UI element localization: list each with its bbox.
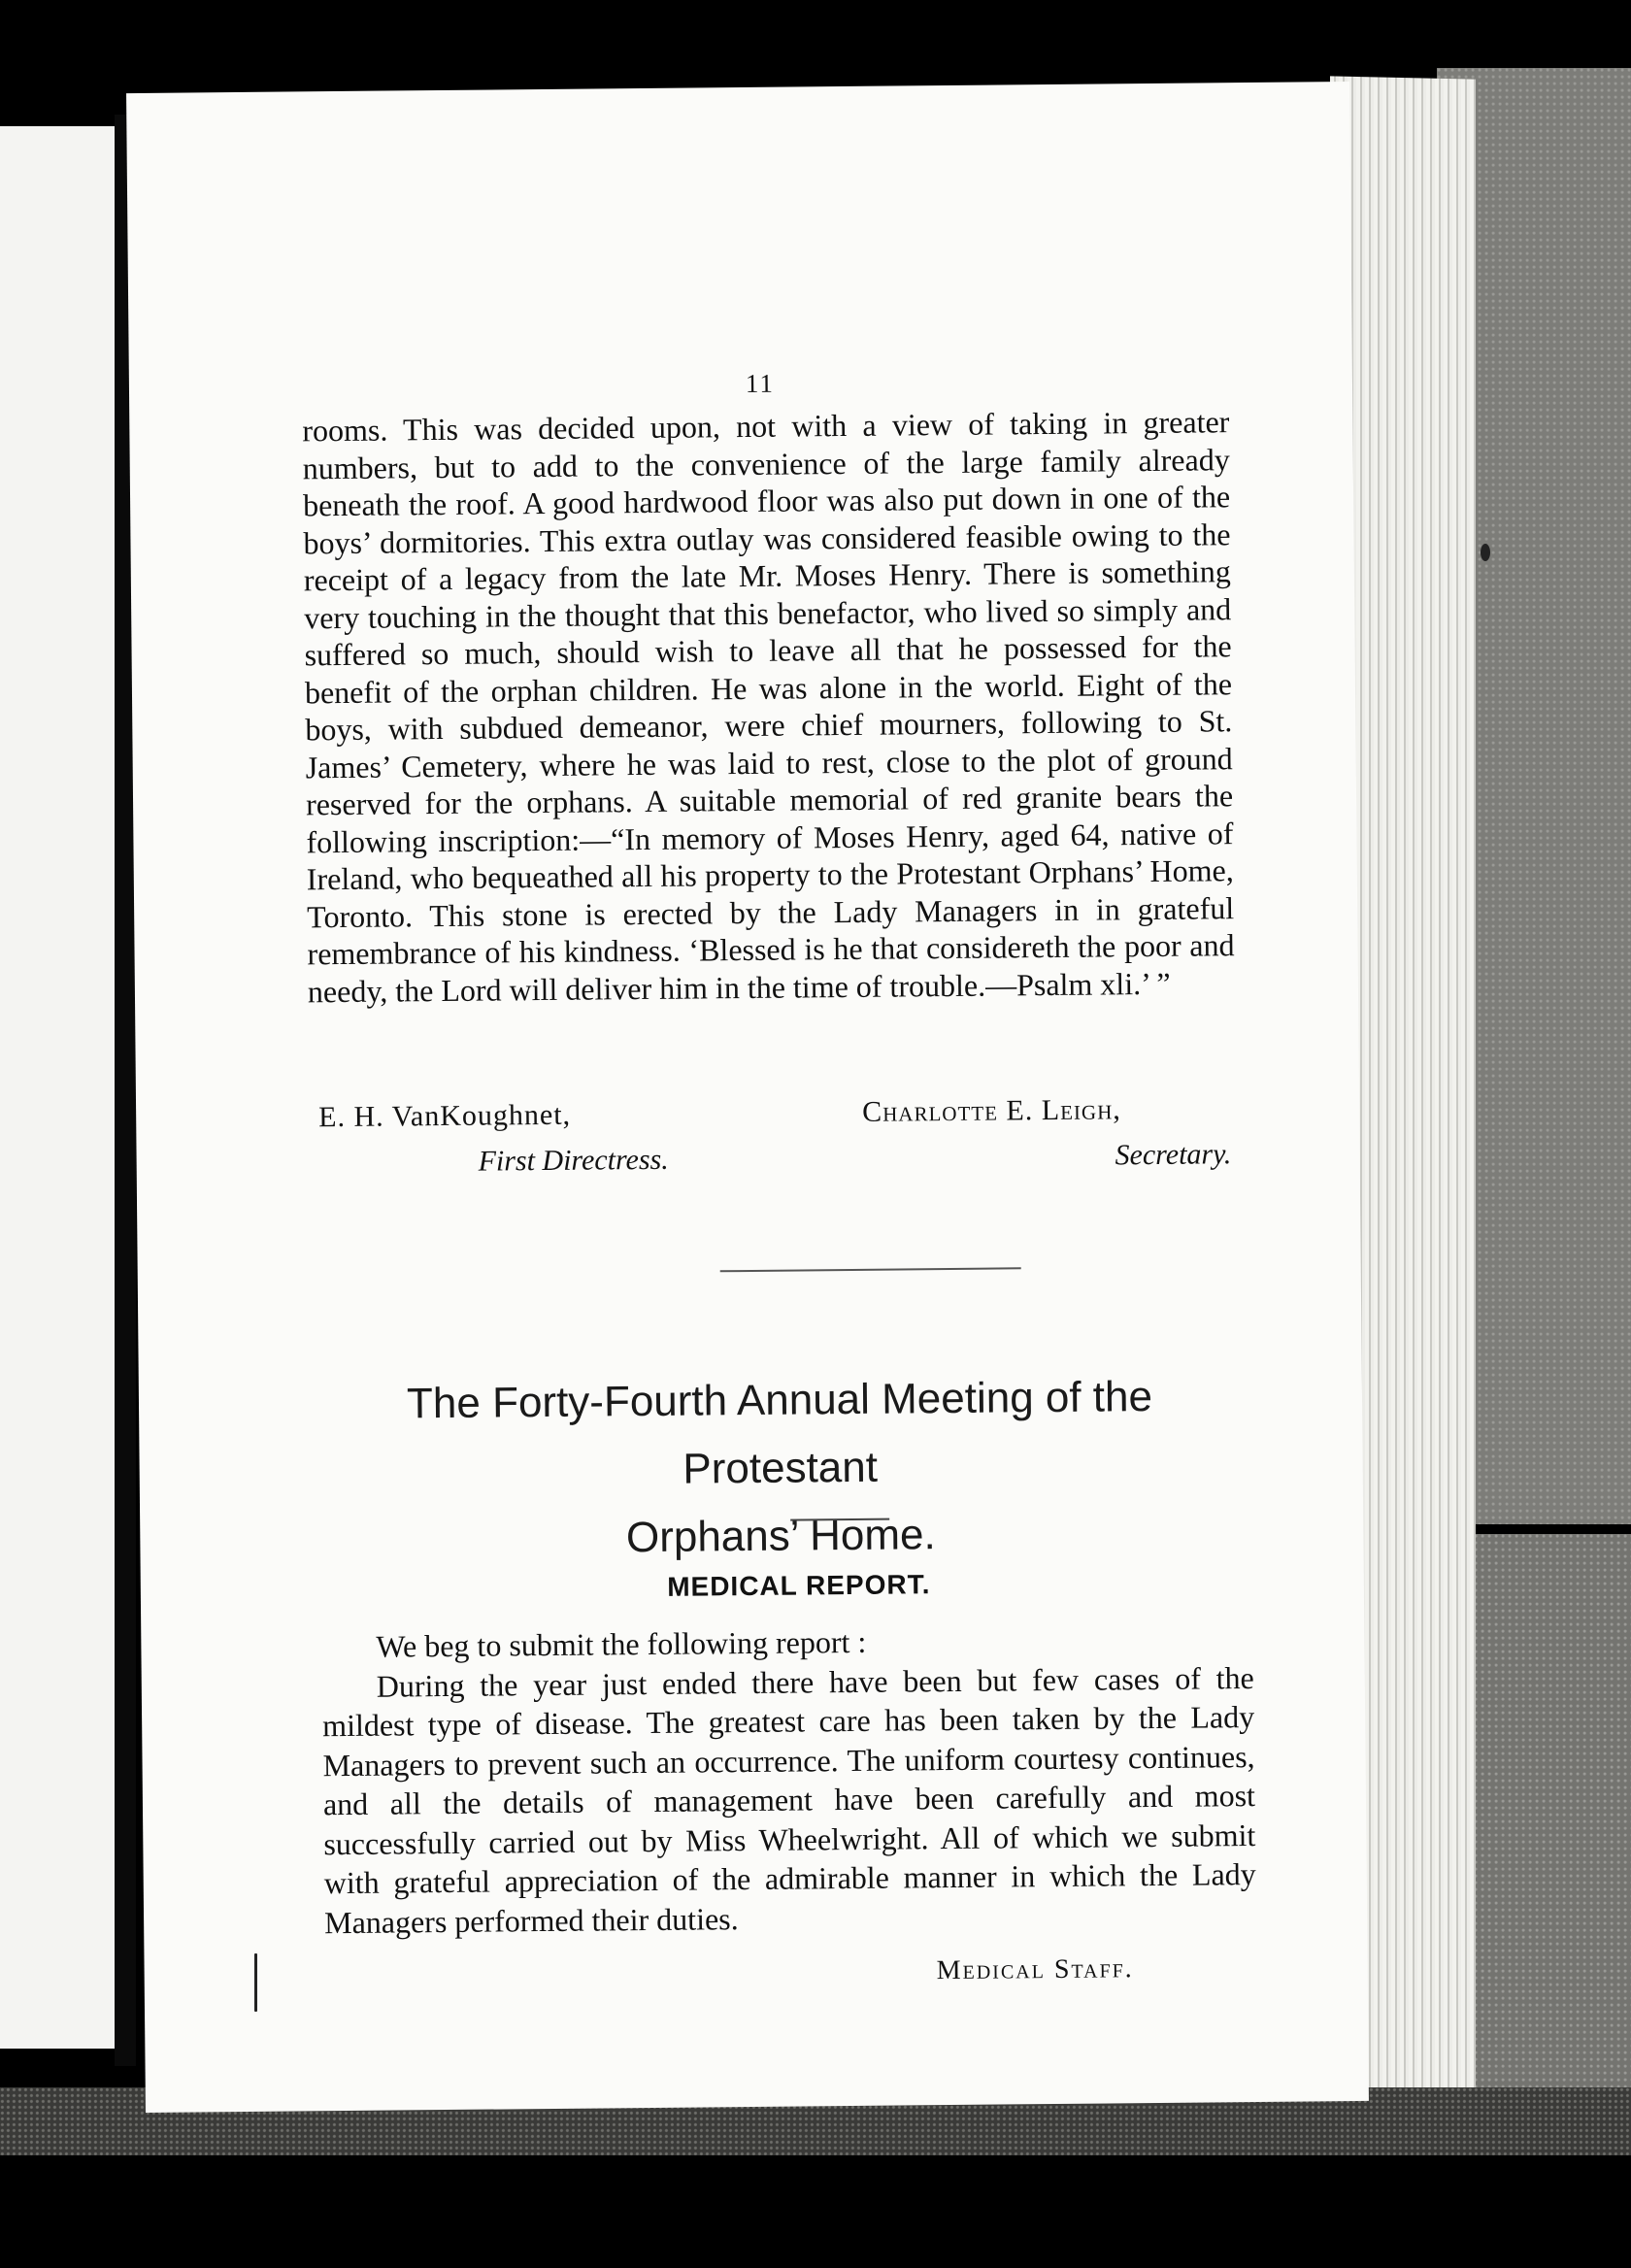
body-paragraph-text: rooms. This was decided upon, not with a view of taking in greater numbers, but to add to the convenience of the large family already beneath the roof. A good hardwood floor was also put down in one of the boys’ dormitories. This extra outlay was considered feasible owing to the receipt of a legacy from the late Mr. Moses Henry. There is something very touching in the thought that this benefactor, who lived so simply and suffered so much, should wish to leave all that he possessed for the benefit of the orphan children. He was alone in the world. Eight of the boys, with subdued demeanor, were chief mourners, following to St. James’ Cemetery, where he was laid to rest, close to the plot of ground reserved for the orphans. A suitable memorial of red granite bears the following inscription:—“In memory of Moses Henry, aged 64, native of Ireland, who bequeathed all his property to the Protestant Orphans’ Home, Toronto. This stone is erected by the Lady Managers in in grateful remembrance of his kindness. ‘Blessed is he that considereth the poor and needy, the Lord will deliver him in the time of trouble.—Psalm xli.’ ”: [302, 404, 1235, 1009]
ink-smudge-lower: [254, 1953, 257, 2012]
signature-first-directress-name: E. H. VanKoughnet,: [318, 1098, 572, 1134]
page-number: 11: [745, 368, 776, 398]
signature-first-directress-title: First Directress.: [478, 1143, 669, 1178]
medical-staff-signature: Medical Staff.: [936, 1953, 1134, 1986]
medical-report-paragraph: During the year just ended there have been but few cases of the mildest type of disease. The greatest care has been taken by the Lady Managers to prevent such an occurrence. The uniform courtesy continues, and all the details of management have been carefully and most successfully carried out by Miss Wheelwright. All of which we submit with grateful appreciation of the admirable manner in which the Lady Managers performed their duties.: [322, 1659, 1256, 1940]
meeting-heading: [314, 1362, 1248, 1575]
body-paragraph: [302, 403, 1235, 1010]
medical-report-body: [321, 1618, 1256, 1942]
section-divider: [720, 1267, 1021, 1272]
facing-page-edge: [0, 126, 115, 2049]
signature-secretary-title: Secretary.: [1115, 1138, 1232, 1172]
medical-report-intro: We beg to submit the following report :: [376, 1623, 867, 1664]
medical-report-title: MEDICAL REPORT.: [667, 1569, 931, 1602]
signature-secretary-name: Charlotte E. Leigh,: [861, 1093, 1121, 1128]
meeting-heading-line-2: Orphans’ Home.: [625, 1511, 936, 1562]
meeting-heading-line-1: The Forty-Fourth Annual Meeting of the Protestant: [406, 1373, 1153, 1493]
ink-smudge: [1481, 544, 1490, 561]
book-page: [126, 82, 1369, 2113]
